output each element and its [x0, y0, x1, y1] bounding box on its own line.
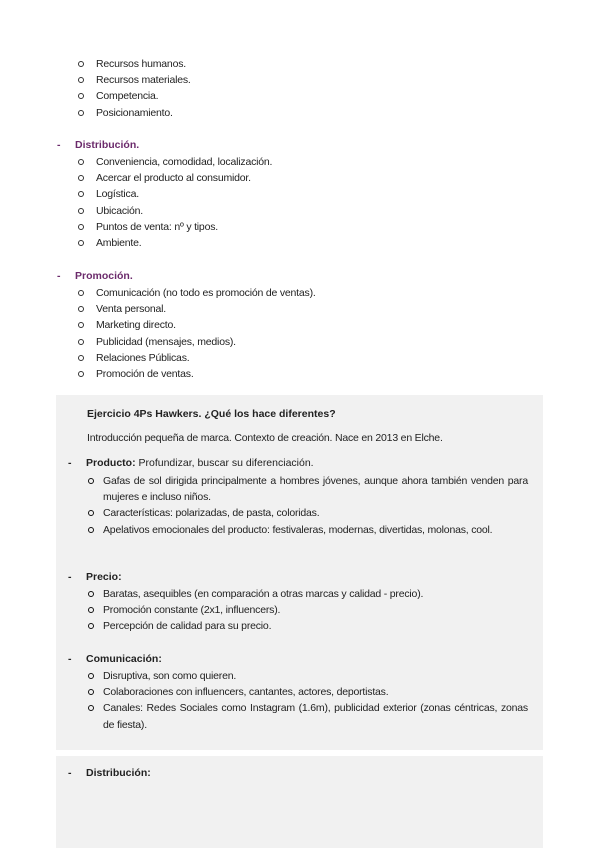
comunicacion-list [88, 668, 528, 733]
precio-list [88, 586, 528, 635]
exercise-intro: Introducción pequeña de marca. Contexto de creación. Nace en 2013 en Elche. [87, 432, 443, 444]
list-item: Apelativos emocionales del producto: festivaleras, modernas, divertidas, molonas, cool. [88, 522, 528, 538]
producto-list [88, 473, 528, 538]
list-item: Recursos materiales. [78, 72, 191, 88]
list-item: Publicidad (mensajes, medios). [78, 334, 316, 350]
list-item: Conveniencia, comodidad, localización. [78, 154, 272, 170]
promocion-list [78, 285, 316, 382]
list-item: Percepción de calidad para su precio. [88, 618, 528, 634]
list-item: Ubicación. [78, 203, 272, 219]
list-item: Disruptiva, son como quieren. [88, 668, 528, 684]
list-item: Características: polarizadas, de pasta, coloridas. [88, 505, 528, 521]
precio-heading: - Precio: [68, 571, 122, 583]
list-item: Venta personal. [78, 301, 316, 317]
list-item: Ambiente. [78, 235, 272, 251]
list-item: Promoción de ventas. [78, 366, 316, 382]
list-item: Recursos humanos. [78, 56, 191, 72]
exercise-title: Ejercicio 4Ps Hawkers. ¿Qué los hace diferentes? [87, 408, 336, 420]
list-item: Logística. [78, 186, 272, 202]
list-item: Gafas de sol dirigida principalmente a hombres jóvenes, aunque ahora también venden para mujeres e incluso niños. [88, 473, 528, 505]
list-item: Posicionamiento. [78, 105, 191, 121]
promocion-heading: - Promoción. [57, 270, 133, 282]
list-item: Competencia. [78, 88, 191, 104]
list-item: Comunicación (no todo es promoción de ventas). [78, 285, 316, 301]
list-item: Marketing directo. [78, 317, 316, 333]
list-item: Puntos de venta: nº y tipos. [78, 219, 272, 235]
list-item: Baratas, asequibles (en comparación a otras marcas y calidad - precio). [88, 586, 528, 602]
distribucion-heading: - Distribución. [57, 139, 140, 151]
list-item: Relaciones Públicas. [78, 350, 316, 366]
list-item: Colaboraciones con influencers, cantantes, actores, deportistas. [88, 684, 528, 700]
list-item: Acercar el producto al consumidor. [78, 170, 272, 186]
comunicacion-heading: - Comunicación: [68, 653, 162, 665]
list-item: Canales: Redes Sociales como Instagram (1.6m), publicidad exterior (zonas céntricas, zonas de fiesta). [88, 700, 528, 732]
distribucion-exercise-heading: - Distribución: [68, 767, 151, 779]
producto-heading: - Producto: Profundizar, buscar su diferenciación. [68, 457, 314, 469]
list-item: Promoción constante (2x1, influencers). [88, 602, 528, 618]
distribucion-list [78, 154, 272, 251]
resources-list [78, 56, 191, 121]
